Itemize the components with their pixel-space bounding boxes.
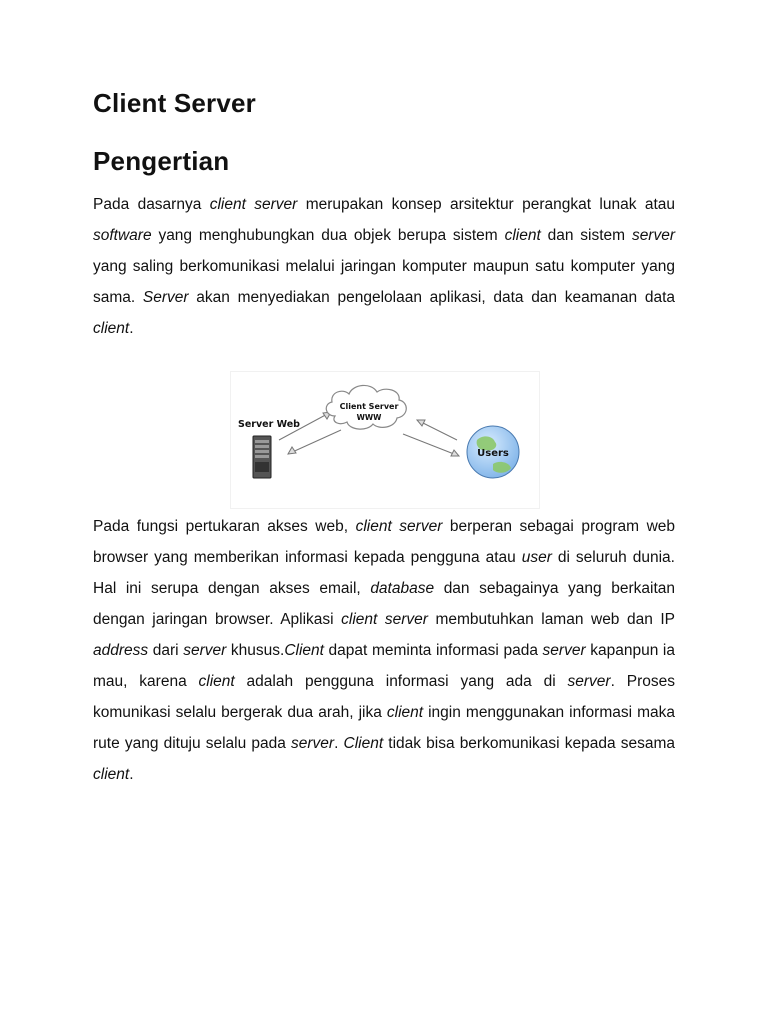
- italic-term: server: [631, 227, 676, 244]
- italic-term: client: [386, 704, 424, 721]
- server-label: Server Web: [238, 419, 300, 430]
- text-run: kapanpun ia mau, karena: [93, 642, 675, 690]
- users-label: Users: [477, 448, 509, 459]
- italic-term: server: [290, 735, 335, 752]
- italic-term: client: [93, 766, 130, 783]
- italic-term: client: [504, 227, 541, 244]
- cloud-label-line2: WWW: [356, 413, 382, 422]
- cloud-icon: [326, 385, 406, 429]
- italic-term: Client: [284, 642, 324, 659]
- italic-term: Client: [343, 735, 384, 752]
- text-run: .: [334, 735, 344, 752]
- text-run: dapat meminta informasi pada: [323, 642, 543, 659]
- italic-term: server: [567, 673, 611, 690]
- text-run: merupakan konsep arsitektur perangkat lunak atau: [297, 196, 675, 213]
- italic-term: Server: [142, 289, 189, 306]
- text-run: akan menyediakan pengelolaan aplikasi, data dan keamanan data: [188, 289, 675, 306]
- italic-term: user: [521, 549, 552, 566]
- text-run: Pada dasarnya: [93, 196, 210, 213]
- text-run: adalah pengguna informasi yang ada di: [234, 673, 568, 690]
- paragraph-intro: [93, 189, 675, 344]
- text-run: membutuhkan laman web dan IP: [427, 611, 676, 628]
- text-run: di seluruh dunia. Hal ini serupa dengan akses email,: [93, 549, 675, 597]
- diagram-svg: [231, 372, 539, 508]
- text-run: dan sistem: [540, 227, 632, 244]
- text-run: yang saling berkomunikasi melalui jaringan komputer maupun satu komputer yang sama.: [93, 258, 675, 306]
- text-run: tidak bisa berkomunikasi kepada sesama: [383, 735, 675, 752]
- arrow-cloud-users: [403, 420, 459, 456]
- italic-term: client server: [341, 611, 428, 628]
- italic-term: client server: [209, 196, 298, 213]
- document-title: Client Server: [93, 88, 257, 118]
- text-run: .: [129, 766, 134, 783]
- client-server-diagram: [230, 371, 540, 509]
- italic-term: client server: [355, 518, 443, 535]
- italic-term: client: [198, 673, 235, 690]
- italic-term: client: [93, 320, 130, 337]
- server-icon: [253, 436, 271, 478]
- text-run: yang menghubungkan dua objek berupa sistem: [151, 227, 505, 244]
- globe-icon: [467, 426, 519, 478]
- paragraph-web-access: [93, 511, 675, 790]
- text-run: Pada fungsi pertukaran akses web,: [93, 518, 356, 535]
- italic-term: database: [370, 580, 435, 597]
- italic-term: address: [93, 642, 149, 659]
- text-run: khusus.: [226, 642, 285, 659]
- text-run: dan sebagainya yang berkaitan dengan jaringan browser. Aplikasi: [93, 580, 676, 628]
- italic-term: software: [93, 227, 152, 244]
- italic-term: server: [542, 642, 586, 659]
- text-run: .: [129, 320, 134, 337]
- cloud-label-line1: Client Server: [339, 402, 399, 411]
- text-run: dari: [148, 642, 184, 659]
- text-run: berperan sebagai program web browser yang memberikan informasi kepada pengguna atau: [93, 518, 676, 566]
- italic-term: server: [183, 642, 227, 659]
- section-heading: Pengertian: [93, 146, 230, 176]
- text-run: ingin menggunakan informasi maka rute yang dituju selalu pada: [93, 704, 676, 752]
- text-run: . Proses komunikasi selalu bergerak dua arah, jika: [93, 673, 675, 721]
